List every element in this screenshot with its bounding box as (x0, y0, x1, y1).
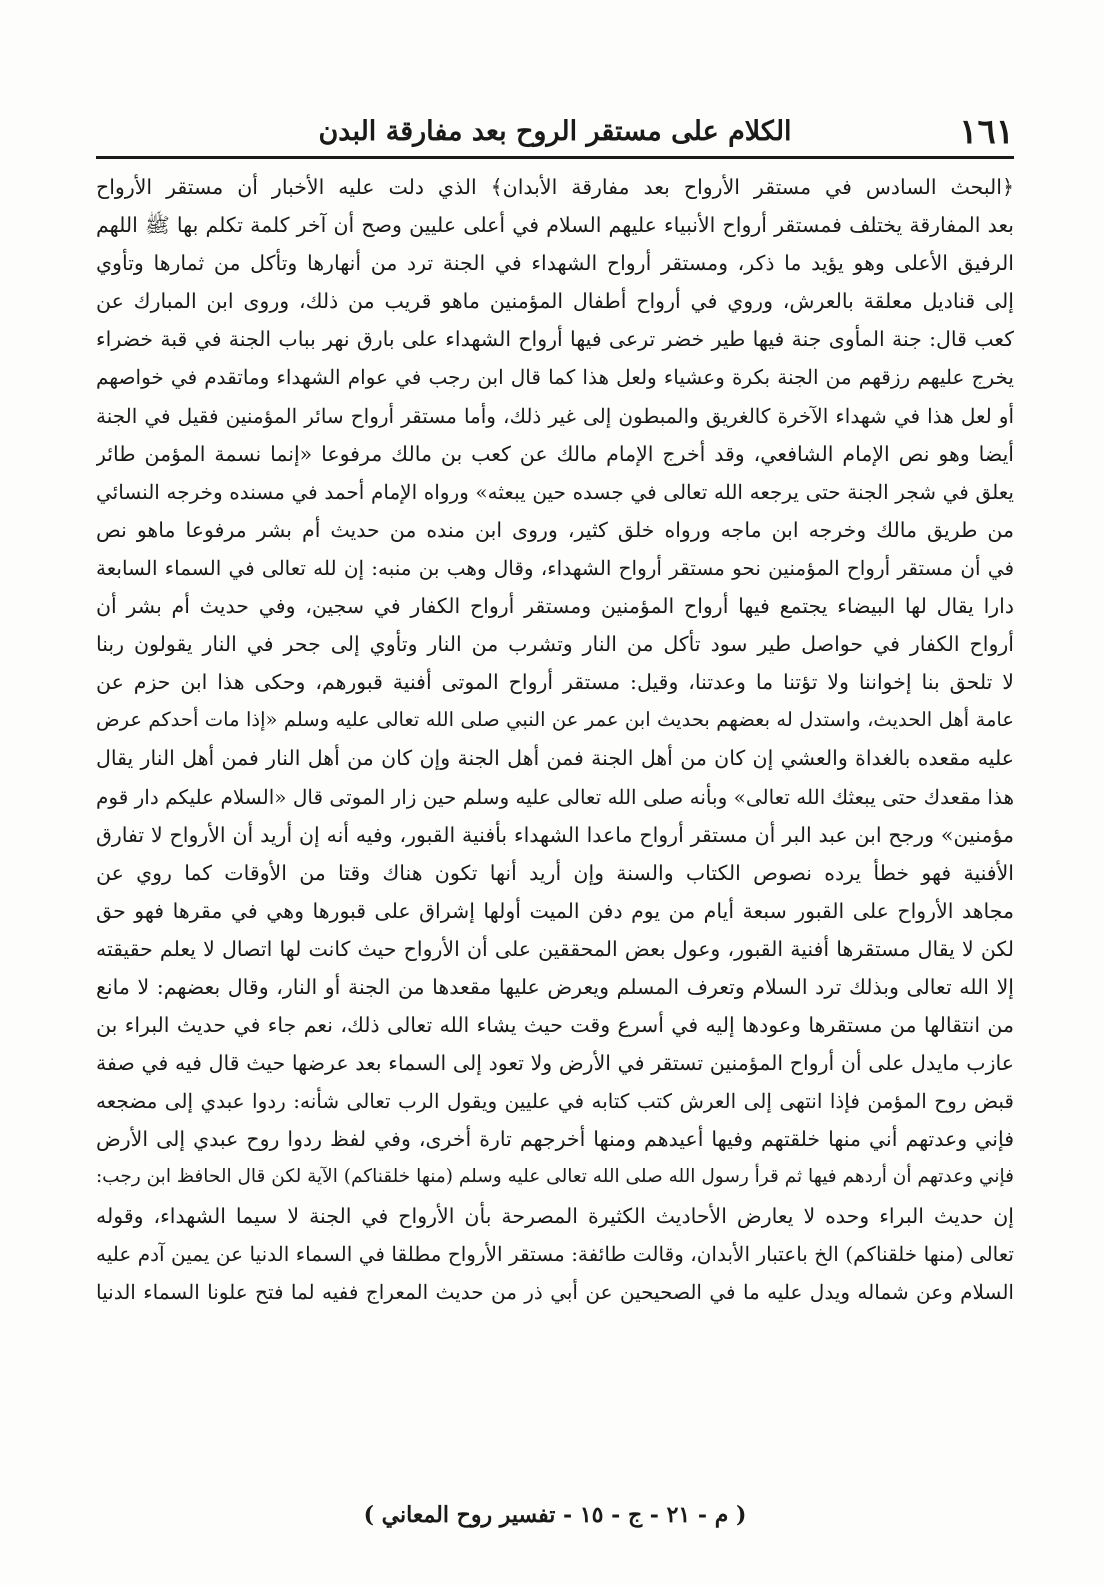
text-line: فإني وعدتهم أني منها خلقتهم وفيها أعيدهم ومنها أخرجهم تارة أخرى، وفي لفظ ردوا روح عبدي إلى الأرض (96, 1127, 1014, 1152)
text-line: أو لعل هذا في شهداء الآخرة كالغريق والمبطون إلى غير ذلك، وأما مستقر أرواح سائر المؤمنين فقيل في الجنة (96, 403, 1014, 428)
text-line: يعلق في شجر الجنة حتى يرجعه الله تعالى في جسده حين يبعثه» ورواه الإمام أحمد في مسنده وخرجه النسائي (96, 479, 1014, 504)
running-title: الكلام على مستقر الروح بعد مفارقة البدن (318, 116, 792, 147)
text-line: يخرج عليهم رزقهم من الجنة بكرة وعشياء ولعل هذا كما قال ابن رجب في عوام الشهداء وماتقدم في خواصهم (96, 365, 1014, 390)
body-text (96, 168, 1014, 1311)
text-line: الرفيق الأعلى وهو يؤيد ما ذكر، ومستقر أرواح الشهداء في الجنة ترد من أنهارها وتأكل من ثمارها وتأوي (96, 251, 1014, 276)
text-line: بعد المفارقة يختلف فمستقر أرواح الأنبياء عليهم السلام في أعلى عليين وصح أن آخر كلمة تكلم بها ﷺ اللهم (96, 213, 1014, 238)
text-line: لا تلحق بنا إخواننا ولا تؤتنا ما وعدتنا، وقيل: مستقر أرواح الموتى أفنية قبورهم، وحكى هذا ابن حزم عن (96, 670, 1014, 695)
header-rule (96, 156, 1014, 159)
text-line: من انتقالها من مستقرها وعودها إليه في أسرع وقت حيث يشاء الله تعالى ذلك، نعم جاء في حديث البراء بن (96, 1013, 1014, 1038)
text-line: فإني وعدتهم أن أردهم فيها ثم قرأ رسول الله صلى الله تعالى عليه وسلم (منها خلقناكم) الآية لكن قال الحافظ ابن رجب: (96, 1166, 1014, 1188)
text-line: السلام وعن شماله ويدل عليه ما في الصحيحين عن أبي ذر من حديث المعراج ففيه لما فتح علونا السماء الدنيا (96, 1279, 1014, 1304)
text-line: أرواح الكفار في حواصل طير سود تأكل من النار وتشرب من النار وتأوي إلى جحر في النار يقولون ربنا (96, 632, 1014, 657)
text-line: من طريق مالك وخرجه ابن ماجه ورواه خلق كثير، وروى ابن منده من حديث أم بشر مرفوعا ماهو نص (96, 517, 1014, 542)
text-line: عازب مايدل على أن أرواح المؤمنين تستقر في الأرض ولا تعود إلى السماء بعد عرضها حيث قال فيه في صفة (96, 1051, 1014, 1076)
text-line: دارا يقال لها البيضاء يجتمع فيها أرواح المؤمنين ومستقر أرواح الكفار في سجين، وفي حديث أم بشر أن (96, 594, 1014, 619)
text-line: عليه مقعده بالغداة والعشي إن كان من أهل الجنة فمن أهل الجنة وإن كان من أهل النار فمن أهل النار يقال (96, 746, 1014, 771)
footer-signature: ( م - ٢١ - ج - ١٥ - تفسير روح المعاني ) (363, 1502, 747, 1528)
text-line: أيضا وهو نص الإمام الشافعي، وقد أخرج الإمام مالك عن كعب بن مالك مرفوعا «إنما نسمة المؤمن طائر (96, 441, 1014, 466)
text-line: لكن لا يقال مستقرها أفنية القبور، وعول بعض المحققين على أن الأرواح حيث كانت لها اتصال لا يعلم حقيقته (96, 936, 1014, 961)
text-line: قبض روح المؤمن فإذا انتهى إلى العرش كتب كتابه في عليين ويقول الرب تعالى شأنه: ردوا عبدي إلى مضجعه (96, 1089, 1014, 1114)
text-line: في أن مستقر أرواح المؤمنين نحو مستقر أرواح الشهداء، وقال وهب بن منبه: إن لله تعالى في السماء السابعة (96, 555, 1014, 580)
text-line: كعب قال: جنة المأوى جنة فيها طير خضر ترعى فيها أرواح الشهداء على بارق نهر بباب الجنة في قبة خضراء (96, 327, 1014, 352)
page-number: ١٦١ (959, 112, 1014, 152)
text-line: إلا الله تعالى وبذلك ترد السلام وتعرف المسلم ويعرض عليها مقعدها من الجنة أو النار، وقال بعضهم: لا مانع (96, 974, 1014, 999)
page-header (96, 112, 1014, 158)
text-line: عامة أهل الحديث، واستدل له بعضهم بحديث ابن عمر عن النبي صلى الله تعالى عليه وسلم «إذا مات أحدكم عرض (96, 708, 1014, 732)
text-line: هذا مقعدك حتى يبعثك الله تعالى» وبأنه صلى الله تعالى عليه وسلم حين زار الموتى قال «السلام عليكم دار قوم (96, 784, 1014, 809)
text-line: إن حديث البراء وحده لا يعارض الأحاديث الكثيرة المصرحة بأن الأرواح في الجنة لا سيما الشهداء، وقوله (96, 1203, 1014, 1228)
text-line: تعالى (منها خلقناكم) الخ باعتبار الأبدان، وقالت طائفة: مستقر الأرواح مطلقا في السماء الدنيا عن يمين آدم عليه (96, 1241, 1014, 1266)
text-line: مجاهد الأرواح على القبور سبعة أيام من يوم دفن الميت أولها إشراق على قبورها وهي في مقرها فهو حق (96, 898, 1014, 923)
text-line: الأفنية فهو خطأ يرده نصوص الكتاب والسنة وإن أريد أنها تكون هناك وقتا من الأوقات كما روي عن (96, 860, 1014, 885)
text-line: ﴿البحث السادس في مستقر الأرواح بعد مفارقة الأبدان﴾ الذي دلت عليه الأخبار أن مستقر الأرواح (96, 175, 1014, 199)
text-line: مؤمنين» ورجح ابن عبد البر أن مستقر أرواح ماعدا الشهداء بأفنية القبور، وفيه أنه إن أريد أن الأرواح لا تفارق (96, 822, 1014, 847)
text-line: إلى قناديل معلقة بالعرش، وروي في أرواح أطفال المؤمنين ماهو قريب من ذلك، وروى ابن المبارك عن (96, 289, 1014, 314)
